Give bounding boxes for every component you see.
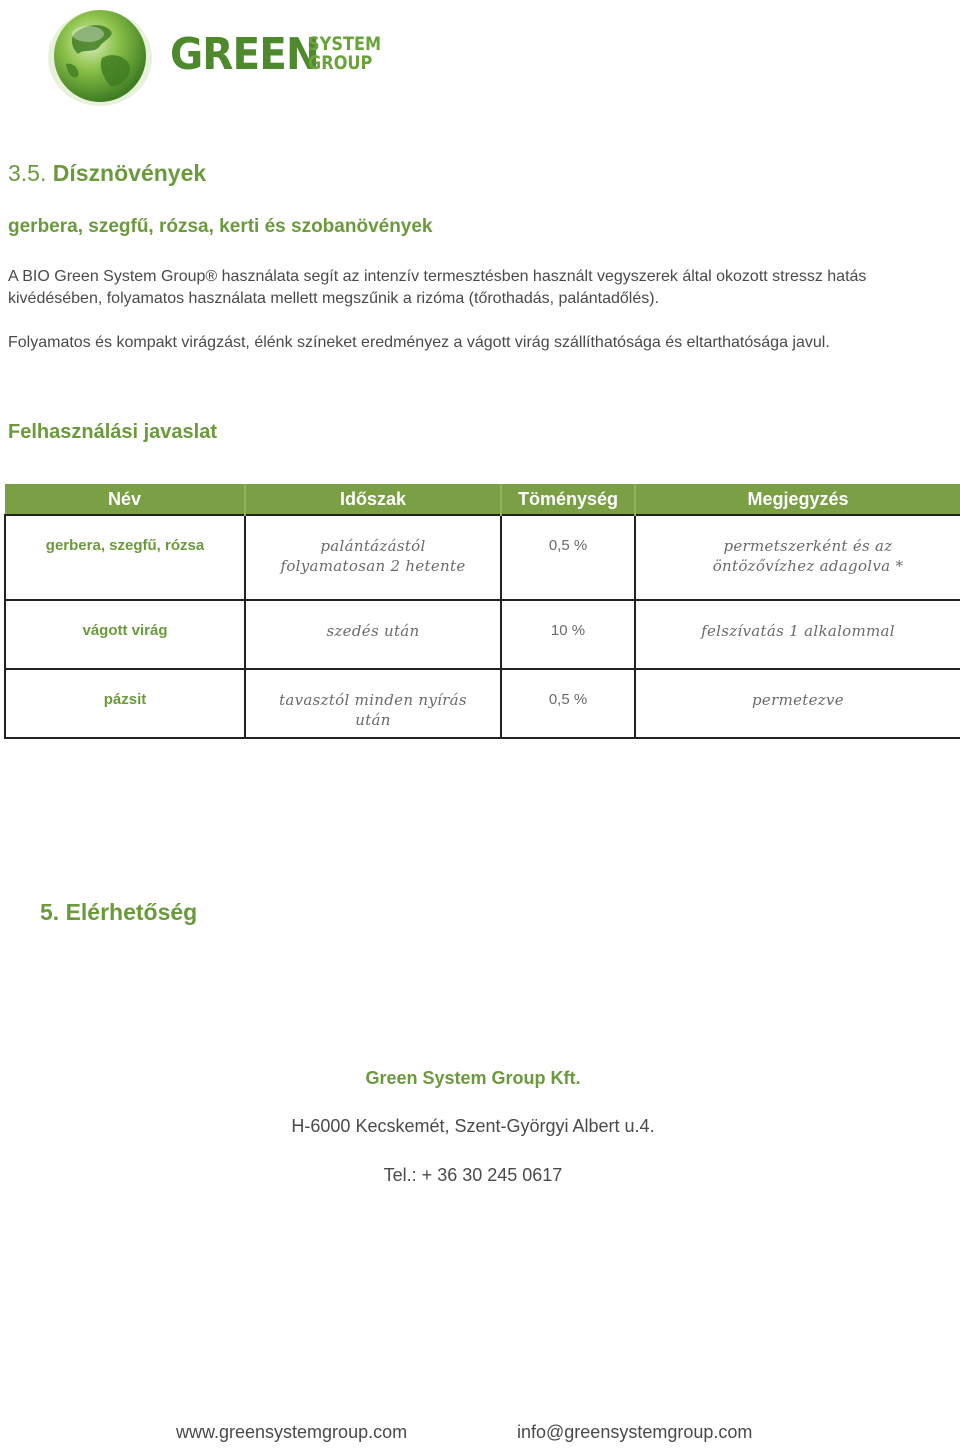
section-title: Dísznövények	[52, 160, 207, 186]
logo-subtext	[308, 35, 381, 73]
cell-period: palántázástól folyamatosan 2 hetente	[245, 515, 501, 600]
cell-note: felszívatás 1 alkalommal	[635, 600, 960, 669]
cell-concentration: 10 %	[501, 600, 635, 669]
cell-note: permetszerként és az öntözővízhez adagolva *	[635, 515, 960, 600]
cell-concentration: 0,5 %	[501, 669, 635, 738]
cell-name: gerbera, szegfű, rózsa	[5, 515, 245, 600]
cell-period: szedés után	[245, 600, 501, 669]
cell-note: permetezve	[635, 669, 960, 738]
column-header-period: Időszak	[245, 484, 501, 515]
globe-icon	[44, 4, 156, 106]
company-logo	[44, 4, 384, 106]
email-link[interactable]: info@greensystemgroup.com	[517, 1422, 753, 1442]
logo-subtext-line1: SYSTEM	[308, 33, 382, 55]
cell-concentration: 0,5 %	[501, 515, 635, 600]
table-row	[5, 515, 960, 600]
section-heading	[8, 160, 206, 187]
cell-name: pázsit	[5, 669, 245, 738]
benefit-paragraph: Folyamatos és kompakt virágzást, élénk színeket eredményez a vágott virág szállíthatósága és eltarthatósága javul.	[8, 334, 830, 351]
logo-wordmark: GREEN	[170, 29, 319, 80]
logo-subtext-line2: GROUP	[308, 52, 373, 74]
table-row	[5, 669, 960, 738]
section-subtitle: gerbera, szegfű, rózsa, kerti és szobanövények	[8, 216, 433, 237]
company-name: Green System Group Kft.	[365, 1068, 581, 1088]
intro-paragraph: A BIO Green System Group® használata segít az intenzív termesztésben használt vegyszerek által okozott stressz hatás kivédésében, folyamatos használata mellett megszűnik a rizóma (tőrothadás, palántadőlés).	[8, 268, 867, 307]
table-header-row	[5, 484, 960, 515]
cell-period: tavasztól minden nyírás után	[245, 669, 501, 738]
column-header-concentration: Töménység	[501, 484, 635, 515]
column-header-name: Név	[5, 484, 245, 515]
website-link[interactable]: www.greensystemgroup.com	[176, 1422, 408, 1442]
usage-table	[4, 484, 960, 739]
table-row	[5, 600, 960, 669]
usage-heading: Felhasználási javaslat	[8, 421, 218, 443]
company-address: H-6000 Kecskemét, Szent-Györgyi Albert u.4.	[291, 1116, 655, 1136]
company-phone: Tel.: + 36 30 245 0617	[383, 1165, 563, 1185]
column-header-note: Megjegyzés	[635, 484, 960, 515]
cell-name: vágott virág	[5, 600, 245, 669]
section-number: 3.5.	[8, 160, 47, 186]
contact-heading: 5. Elérhetőség	[40, 899, 198, 925]
